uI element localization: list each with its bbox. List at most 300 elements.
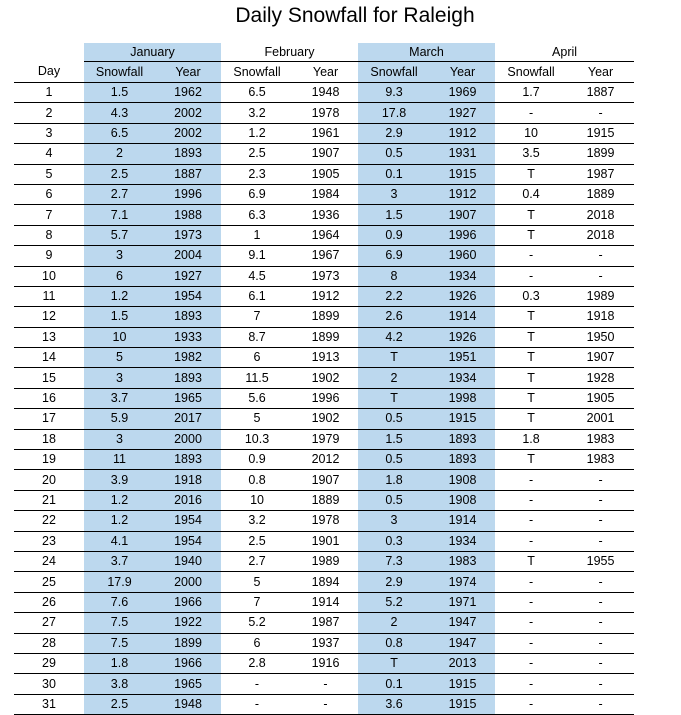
february-year-cell: 1889 xyxy=(293,490,358,510)
january-snowfall-cell: 3.8 xyxy=(84,674,155,694)
day-cell: 7 xyxy=(14,205,84,225)
april-year-cell: 1983 xyxy=(567,429,634,449)
april-year-cell: - xyxy=(567,246,634,266)
april-snowfall-cell: - xyxy=(495,633,567,653)
february-snowfall-cell: 6.3 xyxy=(221,205,293,225)
table-row xyxy=(14,388,634,408)
january-year-cell: 1965 xyxy=(155,674,221,694)
january-snowfall-cell: 11 xyxy=(84,450,155,470)
table-row xyxy=(14,184,634,204)
february-year-cell: 1916 xyxy=(293,653,358,673)
march-year-cell: 1914 xyxy=(430,511,495,531)
march-snowfall-cell: 0.5 xyxy=(358,144,430,164)
march-snowfall-cell: 8 xyxy=(358,266,430,286)
march-year-cell: 1971 xyxy=(430,592,495,612)
february-year-cell: 1899 xyxy=(293,327,358,347)
april-snowfall-cell: - xyxy=(495,613,567,633)
snowfall-column-header: Snowfall xyxy=(221,62,293,83)
column-header-row xyxy=(14,62,634,83)
table-row xyxy=(14,592,634,612)
january-snowfall-cell: 5 xyxy=(84,348,155,368)
day-cell: 23 xyxy=(14,531,84,551)
april-year-cell: 1915 xyxy=(567,123,634,143)
february-year-cell: 1907 xyxy=(293,470,358,490)
february-snowfall-cell: 0.9 xyxy=(221,450,293,470)
year-column-header: Year xyxy=(293,62,358,83)
january-year-cell: 1918 xyxy=(155,470,221,490)
year-column-header: Year xyxy=(430,62,495,83)
march-snowfall-cell: 1.8 xyxy=(358,470,430,490)
march-year-cell: 1915 xyxy=(430,694,495,714)
march-snowfall-cell: T xyxy=(358,388,430,408)
january-year-cell: 1988 xyxy=(155,205,221,225)
table-row xyxy=(14,633,634,653)
day-cell: 1 xyxy=(14,83,84,103)
table-row xyxy=(14,205,634,225)
february-year-cell: 1984 xyxy=(293,184,358,204)
january-snowfall-cell: 7.5 xyxy=(84,613,155,633)
april-year-cell: - xyxy=(567,531,634,551)
february-year-cell: 1967 xyxy=(293,246,358,266)
table-row xyxy=(14,490,634,510)
april-snowfall-cell: - xyxy=(495,694,567,714)
april-year-cell: 2018 xyxy=(567,225,634,245)
january-snowfall-cell: 5.9 xyxy=(84,409,155,429)
january-year-cell: 1893 xyxy=(155,368,221,388)
february-snowfall-cell: 2.8 xyxy=(221,653,293,673)
february-snowfall-cell: 7 xyxy=(221,307,293,327)
april-snowfall-cell: - xyxy=(495,592,567,612)
april-snowfall-cell: - xyxy=(495,653,567,673)
april-snowfall-cell: T xyxy=(495,450,567,470)
january-year-cell: 1965 xyxy=(155,388,221,408)
table-row xyxy=(14,551,634,571)
april-snowfall-cell: T xyxy=(495,164,567,184)
april-snowfall-cell: - xyxy=(495,674,567,694)
day-cell: 21 xyxy=(14,490,84,510)
january-snowfall-cell: 4.1 xyxy=(84,531,155,551)
month-header-march: March xyxy=(358,43,495,62)
march-year-cell: 1974 xyxy=(430,572,495,592)
january-snowfall-cell: 6.5 xyxy=(84,123,155,143)
january-year-cell: 1954 xyxy=(155,286,221,306)
february-year-cell: 2012 xyxy=(293,450,358,470)
april-year-cell: 2018 xyxy=(567,205,634,225)
february-snowfall-cell: 5 xyxy=(221,409,293,429)
january-snowfall-cell: 17.9 xyxy=(84,572,155,592)
january-snowfall-cell: 3 xyxy=(84,429,155,449)
february-snowfall-cell: 4.5 xyxy=(221,266,293,286)
april-snowfall-cell: T xyxy=(495,307,567,327)
january-year-cell: 1893 xyxy=(155,450,221,470)
january-year-cell: 1948 xyxy=(155,694,221,714)
march-snowfall-cell: 17.8 xyxy=(358,103,430,123)
january-snowfall-cell: 1.2 xyxy=(84,286,155,306)
march-snowfall-cell: 2 xyxy=(358,613,430,633)
march-year-cell: 1915 xyxy=(430,164,495,184)
january-snowfall-cell: 3 xyxy=(84,368,155,388)
march-year-cell: 1914 xyxy=(430,307,495,327)
march-snowfall-cell: 0.1 xyxy=(358,164,430,184)
table-row xyxy=(14,307,634,327)
january-year-cell: 2000 xyxy=(155,572,221,592)
snowfall-records-table xyxy=(14,43,634,715)
table-row xyxy=(14,266,634,286)
february-year-cell: 1913 xyxy=(293,348,358,368)
january-snowfall-cell: 4.3 xyxy=(84,103,155,123)
day-cell: 20 xyxy=(14,470,84,490)
march-year-cell: 1915 xyxy=(430,409,495,429)
april-snowfall-cell: 0.4 xyxy=(495,184,567,204)
february-snowfall-cell: 6.9 xyxy=(221,184,293,204)
april-year-cell: - xyxy=(567,266,634,286)
march-year-cell: 1951 xyxy=(430,348,495,368)
april-snowfall-cell: - xyxy=(495,266,567,286)
january-snowfall-cell: 1.5 xyxy=(84,83,155,103)
april-year-cell: 2001 xyxy=(567,409,634,429)
april-year-cell: 1950 xyxy=(567,327,634,347)
march-year-cell: 1934 xyxy=(430,531,495,551)
march-year-cell: 1947 xyxy=(430,633,495,653)
day-column-header: Day xyxy=(14,62,84,83)
april-snowfall-cell: - xyxy=(495,103,567,123)
february-snowfall-cell: 1.2 xyxy=(221,123,293,143)
april-snowfall-cell: - xyxy=(495,246,567,266)
february-snowfall-cell: - xyxy=(221,674,293,694)
table-row xyxy=(14,103,634,123)
month-header-january: January xyxy=(84,43,221,62)
february-year-cell: 1989 xyxy=(293,551,358,571)
march-year-cell: 1893 xyxy=(430,450,495,470)
april-year-cell: 1887 xyxy=(567,83,634,103)
january-year-cell: 1962 xyxy=(155,83,221,103)
april-year-cell: - xyxy=(567,572,634,592)
march-snowfall-cell: 5.2 xyxy=(358,592,430,612)
march-snowfall-cell: 0.1 xyxy=(358,674,430,694)
day-cell: 15 xyxy=(14,368,84,388)
april-snowfall-cell: T xyxy=(495,409,567,429)
march-year-cell: 1912 xyxy=(430,123,495,143)
table-row xyxy=(14,246,634,266)
table-row xyxy=(14,470,634,490)
table-row xyxy=(14,572,634,592)
snowfall-column-header: Snowfall xyxy=(358,62,430,83)
april-year-cell: 1889 xyxy=(567,184,634,204)
march-snowfall-cell: 0.8 xyxy=(358,633,430,653)
april-year-cell: 1928 xyxy=(567,368,634,388)
january-snowfall-cell: 2.7 xyxy=(84,184,155,204)
february-snowfall-cell: 7 xyxy=(221,592,293,612)
january-year-cell: 1940 xyxy=(155,551,221,571)
april-year-cell: - xyxy=(567,470,634,490)
day-cell: 17 xyxy=(14,409,84,429)
snowfall-column-header: Snowfall xyxy=(84,62,155,83)
march-year-cell: 1934 xyxy=(430,368,495,388)
april-snowfall-cell: T xyxy=(495,388,567,408)
january-snowfall-cell: 7.1 xyxy=(84,205,155,225)
january-snowfall-cell: 2.5 xyxy=(84,694,155,714)
february-year-cell: 1894 xyxy=(293,572,358,592)
january-snowfall-cell: 5.7 xyxy=(84,225,155,245)
february-snowfall-cell: 10 xyxy=(221,490,293,510)
march-year-cell: 1947 xyxy=(430,613,495,633)
february-snowfall-cell: 2.7 xyxy=(221,551,293,571)
day-cell: 19 xyxy=(14,450,84,470)
march-year-cell: 1912 xyxy=(430,184,495,204)
day-cell: 12 xyxy=(14,307,84,327)
february-snowfall-cell: 6.5 xyxy=(221,83,293,103)
february-snowfall-cell: 6 xyxy=(221,633,293,653)
day-cell: 4 xyxy=(14,144,84,164)
table-row xyxy=(14,674,634,694)
april-snowfall-cell: 10 xyxy=(495,123,567,143)
january-year-cell: 1893 xyxy=(155,144,221,164)
march-year-cell: 1983 xyxy=(430,551,495,571)
february-year-cell: 1914 xyxy=(293,592,358,612)
table-row xyxy=(14,286,634,306)
february-snowfall-cell: 2.5 xyxy=(221,144,293,164)
april-year-cell: - xyxy=(567,103,634,123)
january-year-cell: 2002 xyxy=(155,103,221,123)
january-year-cell: 1973 xyxy=(155,225,221,245)
february-year-cell: 1979 xyxy=(293,429,358,449)
day-cell: 22 xyxy=(14,511,84,531)
day-cell: 3 xyxy=(14,123,84,143)
february-snowfall-cell: 9.1 xyxy=(221,246,293,266)
january-snowfall-cell: 3 xyxy=(84,246,155,266)
april-year-cell: 1918 xyxy=(567,307,634,327)
table-row xyxy=(14,368,634,388)
april-snowfall-cell: T xyxy=(495,348,567,368)
month-header-april: April xyxy=(495,43,634,62)
january-year-cell: 1996 xyxy=(155,184,221,204)
february-year-cell: 1948 xyxy=(293,83,358,103)
day-header-spacer xyxy=(14,43,84,62)
january-year-cell: 1954 xyxy=(155,511,221,531)
day-cell: 16 xyxy=(14,388,84,408)
february-year-cell: 1978 xyxy=(293,103,358,123)
table-row xyxy=(14,348,634,368)
march-year-cell: 1960 xyxy=(430,246,495,266)
april-year-cell: - xyxy=(567,633,634,653)
march-snowfall-cell: 3 xyxy=(358,511,430,531)
january-snowfall-cell: 1.5 xyxy=(84,307,155,327)
march-year-cell: 1998 xyxy=(430,388,495,408)
february-year-cell: 1899 xyxy=(293,307,358,327)
january-year-cell: 2017 xyxy=(155,409,221,429)
february-year-cell: - xyxy=(293,694,358,714)
january-year-cell: 1954 xyxy=(155,531,221,551)
january-year-cell: 1966 xyxy=(155,653,221,673)
february-year-cell: 1973 xyxy=(293,266,358,286)
january-year-cell: 1887 xyxy=(155,164,221,184)
january-snowfall-cell: 2.5 xyxy=(84,164,155,184)
march-year-cell: 1908 xyxy=(430,490,495,510)
april-snowfall-cell: T xyxy=(495,225,567,245)
april-year-cell: 1987 xyxy=(567,164,634,184)
march-year-cell: 1927 xyxy=(430,103,495,123)
table-row xyxy=(14,429,634,449)
february-year-cell: 1902 xyxy=(293,409,358,429)
february-year-cell: - xyxy=(293,674,358,694)
table-row xyxy=(14,144,634,164)
february-snowfall-cell: 2.5 xyxy=(221,531,293,551)
march-snowfall-cell: 2.2 xyxy=(358,286,430,306)
february-snowfall-cell: 6 xyxy=(221,348,293,368)
february-year-cell: 1937 xyxy=(293,633,358,653)
table-row xyxy=(14,613,634,633)
february-year-cell: 1987 xyxy=(293,613,358,633)
january-snowfall-cell: 3.7 xyxy=(84,388,155,408)
february-snowfall-cell: 5.2 xyxy=(221,613,293,633)
february-snowfall-cell: 3.2 xyxy=(221,103,293,123)
march-snowfall-cell: 0.5 xyxy=(358,409,430,429)
day-cell: 28 xyxy=(14,633,84,653)
february-snowfall-cell: - xyxy=(221,694,293,714)
april-snowfall-cell: - xyxy=(495,470,567,490)
snowfall-column-header: Snowfall xyxy=(495,62,567,83)
february-snowfall-cell: 11.5 xyxy=(221,368,293,388)
april-year-cell: - xyxy=(567,674,634,694)
march-snowfall-cell: 2 xyxy=(358,368,430,388)
february-snowfall-cell: 5 xyxy=(221,572,293,592)
january-snowfall-cell: 1.2 xyxy=(84,490,155,510)
february-year-cell: 1901 xyxy=(293,531,358,551)
april-snowfall-cell: T xyxy=(495,327,567,347)
april-snowfall-cell: 1.8 xyxy=(495,429,567,449)
march-snowfall-cell: T xyxy=(358,348,430,368)
february-year-cell: 1936 xyxy=(293,205,358,225)
february-year-cell: 1961 xyxy=(293,123,358,143)
april-snowfall-cell: 0.3 xyxy=(495,286,567,306)
march-year-cell: 2013 xyxy=(430,653,495,673)
january-year-cell: 1922 xyxy=(155,613,221,633)
march-snowfall-cell: 3 xyxy=(358,184,430,204)
day-cell: 8 xyxy=(14,225,84,245)
day-cell: 11 xyxy=(14,286,84,306)
january-year-cell: 1982 xyxy=(155,348,221,368)
april-snowfall-cell: 3.5 xyxy=(495,144,567,164)
day-cell: 10 xyxy=(14,266,84,286)
day-cell: 14 xyxy=(14,348,84,368)
march-snowfall-cell: 0.5 xyxy=(358,450,430,470)
january-year-cell: 1899 xyxy=(155,633,221,653)
page-title: Daily Snowfall for Raleigh xyxy=(235,4,475,27)
april-year-cell: 1899 xyxy=(567,144,634,164)
day-cell: 27 xyxy=(14,613,84,633)
day-cell: 6 xyxy=(14,184,84,204)
april-year-cell: 1907 xyxy=(567,348,634,368)
february-snowfall-cell: 1 xyxy=(221,225,293,245)
march-snowfall-cell: 2.6 xyxy=(358,307,430,327)
february-year-cell: 1907 xyxy=(293,144,358,164)
table-row xyxy=(14,694,634,714)
table-row xyxy=(14,327,634,347)
april-snowfall-cell: T xyxy=(495,368,567,388)
table-row xyxy=(14,450,634,470)
march-snowfall-cell: 1.5 xyxy=(358,205,430,225)
january-snowfall-cell: 7.6 xyxy=(84,592,155,612)
month-header-february: February xyxy=(221,43,358,62)
march-snowfall-cell: 2.9 xyxy=(358,572,430,592)
january-snowfall-cell: 6 xyxy=(84,266,155,286)
april-year-cell: 1955 xyxy=(567,551,634,571)
february-snowfall-cell: 5.6 xyxy=(221,388,293,408)
february-year-cell: 1905 xyxy=(293,164,358,184)
january-year-cell: 2016 xyxy=(155,490,221,510)
day-cell: 13 xyxy=(14,327,84,347)
month-header-row xyxy=(14,43,634,62)
march-year-cell: 1926 xyxy=(430,327,495,347)
february-year-cell: 1996 xyxy=(293,388,358,408)
february-snowfall-cell: 10.3 xyxy=(221,429,293,449)
january-snowfall-cell: 10 xyxy=(84,327,155,347)
march-snowfall-cell: 0.5 xyxy=(358,490,430,510)
march-snowfall-cell: 0.9 xyxy=(358,225,430,245)
april-year-cell: 1983 xyxy=(567,450,634,470)
march-year-cell: 1893 xyxy=(430,429,495,449)
table-row xyxy=(14,531,634,551)
february-year-cell: 1902 xyxy=(293,368,358,388)
march-year-cell: 1907 xyxy=(430,205,495,225)
march-year-cell: 1934 xyxy=(430,266,495,286)
january-year-cell: 1927 xyxy=(155,266,221,286)
february-snowfall-cell: 2.3 xyxy=(221,164,293,184)
february-snowfall-cell: 0.8 xyxy=(221,470,293,490)
january-year-cell: 2004 xyxy=(155,246,221,266)
january-snowfall-cell: 1.2 xyxy=(84,511,155,531)
year-column-header: Year xyxy=(567,62,634,83)
day-cell: 18 xyxy=(14,429,84,449)
march-snowfall-cell: 0.3 xyxy=(358,531,430,551)
table-row xyxy=(14,511,634,531)
january-snowfall-cell: 7.5 xyxy=(84,633,155,653)
january-snowfall-cell: 3.9 xyxy=(84,470,155,490)
april-snowfall-cell: - xyxy=(495,572,567,592)
march-snowfall-cell: 3.6 xyxy=(358,694,430,714)
march-snowfall-cell: 1.5 xyxy=(358,429,430,449)
april-year-cell: - xyxy=(567,490,634,510)
march-snowfall-cell: 6.9 xyxy=(358,246,430,266)
march-snowfall-cell: 9.3 xyxy=(358,83,430,103)
day-cell: 29 xyxy=(14,653,84,673)
day-cell: 26 xyxy=(14,592,84,612)
table-row xyxy=(14,653,634,673)
table-row xyxy=(14,164,634,184)
day-cell: 25 xyxy=(14,572,84,592)
day-cell: 31 xyxy=(14,694,84,714)
table-row xyxy=(14,83,634,103)
march-year-cell: 1996 xyxy=(430,225,495,245)
march-year-cell: 1915 xyxy=(430,674,495,694)
day-cell: 2 xyxy=(14,103,84,123)
january-snowfall-cell: 2 xyxy=(84,144,155,164)
february-snowfall-cell: 6.1 xyxy=(221,286,293,306)
march-snowfall-cell: T xyxy=(358,653,430,673)
february-snowfall-cell: 8.7 xyxy=(221,327,293,347)
april-year-cell: 1989 xyxy=(567,286,634,306)
table-row xyxy=(14,409,634,429)
february-year-cell: 1964 xyxy=(293,225,358,245)
april-year-cell: - xyxy=(567,592,634,612)
april-year-cell: - xyxy=(567,694,634,714)
march-snowfall-cell: 7.3 xyxy=(358,551,430,571)
march-year-cell: 1931 xyxy=(430,144,495,164)
january-year-cell: 2002 xyxy=(155,123,221,143)
april-snowfall-cell: T xyxy=(495,205,567,225)
january-year-cell: 2000 xyxy=(155,429,221,449)
january-year-cell: 1933 xyxy=(155,327,221,347)
